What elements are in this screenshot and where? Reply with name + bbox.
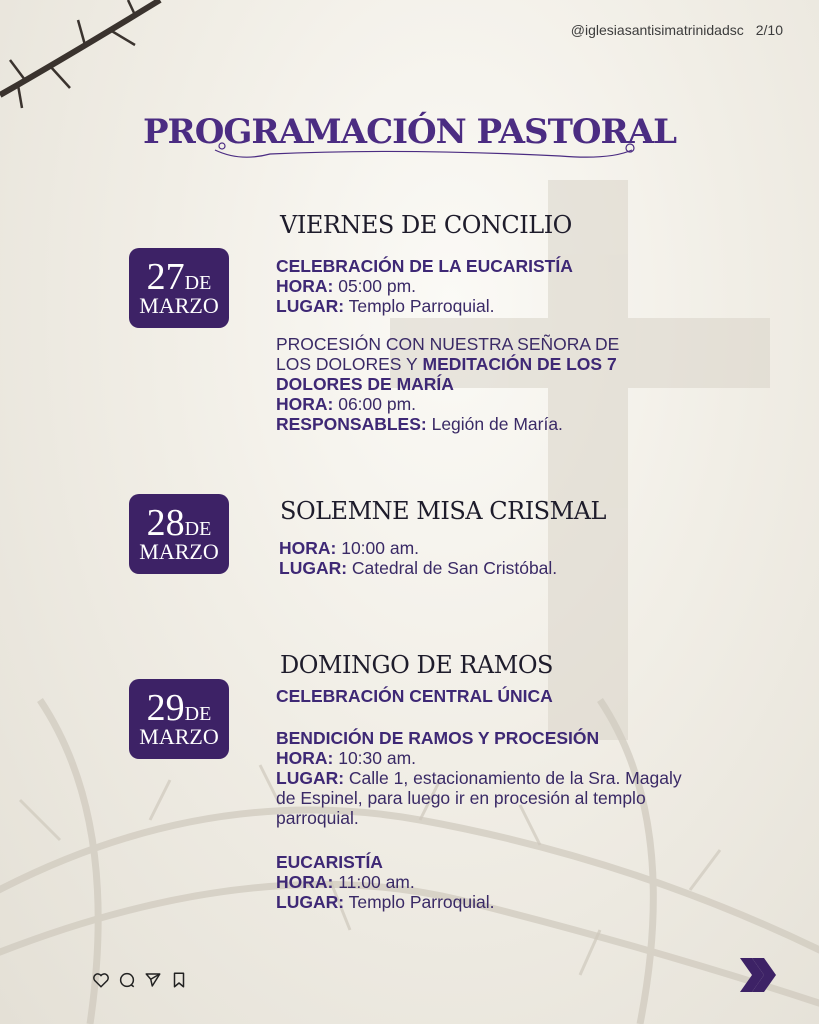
responsables-label: RESPONSABLES:: [276, 414, 427, 434]
event-title: MEDITACIÓN DE LOS 7: [417, 354, 617, 374]
date-badge-28: [129, 494, 229, 574]
event-block: [279, 538, 557, 578]
date-de: DE: [184, 272, 212, 294]
hora-value: 05:00 pm.: [333, 276, 417, 296]
hora-value: 10:30 am.: [333, 748, 417, 768]
day-heading: DOMINGO DE RAMOS: [280, 651, 553, 679]
date-month: MARZO: [139, 293, 219, 318]
responsables-value: Legión de María.: [426, 414, 563, 434]
subheading-text: CELEBRACIÓN CENTRAL ÚNICA: [276, 686, 553, 706]
event-title: EUCARISTÍA: [276, 852, 383, 872]
bookmark-icon[interactable]: [170, 971, 188, 994]
event-block: [276, 852, 495, 912]
date-de: DE: [184, 703, 212, 725]
day-heading: VIERNES DE CONCILIO: [280, 211, 572, 239]
page-counter: 2/10: [755, 22, 783, 38]
hora-label: HORA:: [276, 748, 334, 768]
lugar-label: LUGAR:: [279, 558, 348, 578]
comment-icon[interactable]: [118, 971, 136, 994]
event-title: DOLORES DE MARÍA: [276, 374, 454, 394]
event-title: BENDICIÓN DE RAMOS Y PROCESIÓN: [276, 728, 600, 748]
hora-label: HORA:: [276, 872, 334, 892]
event-block: [276, 334, 619, 434]
date-badge-27: [129, 248, 229, 328]
hora-value: 10:00 am.: [336, 538, 420, 558]
page-title: PROGRAMACIÓN PASTORAL: [142, 112, 677, 152]
lugar-value: Calle 1, estacionamiento de la Sra. Magaly: [344, 768, 682, 788]
hora-value: 06:00 pm.: [333, 394, 417, 414]
double-chevron-right-icon[interactable]: [738, 956, 778, 994]
date-day: 29: [146, 687, 185, 729]
event-block: [276, 256, 573, 316]
date-badge-29: [129, 679, 229, 759]
lugar-label: LUGAR:: [276, 892, 345, 912]
lugar-value: parroquial.: [276, 808, 359, 828]
lugar-value: de Espinel, para luego ir en procesión al templo: [276, 788, 646, 808]
account-handle: @iglesiasantisimatrinidadsc: [570, 22, 744, 38]
event-block: [276, 728, 682, 828]
event-title: CELEBRACIÓN DE LA EUCARISTÍA: [276, 256, 573, 276]
event-title: LOS DOLORES Y: [276, 354, 418, 374]
heart-icon[interactable]: [92, 971, 110, 994]
top-bar: [571, 22, 783, 38]
lugar-label: LUGAR:: [276, 768, 345, 788]
lugar-label: LUGAR:: [276, 296, 345, 316]
lugar-value: Templo Parroquial.: [344, 892, 495, 912]
subheading: [276, 686, 553, 706]
lugar-value: Templo Parroquial.: [344, 296, 495, 316]
date-month: MARZO: [139, 724, 219, 749]
hora-value: 11:00 am.: [333, 872, 415, 892]
date-day: 27: [146, 256, 185, 298]
social-actions: [92, 971, 188, 994]
date-day: 28: [146, 502, 185, 544]
share-icon[interactable]: [144, 971, 162, 994]
day-heading: SOLEMNE MISA CRISMAL: [280, 497, 606, 525]
hora-label: HORA:: [276, 276, 334, 296]
event-title: PROCESIÓN CON NUESTRA SEÑORA DE: [276, 334, 620, 354]
hora-label: HORA:: [276, 394, 334, 414]
date-de: DE: [184, 518, 212, 540]
lugar-value: Catedral de San Cristóbal.: [347, 558, 558, 578]
hora-label: HORA:: [279, 538, 337, 558]
date-month: MARZO: [139, 539, 219, 564]
